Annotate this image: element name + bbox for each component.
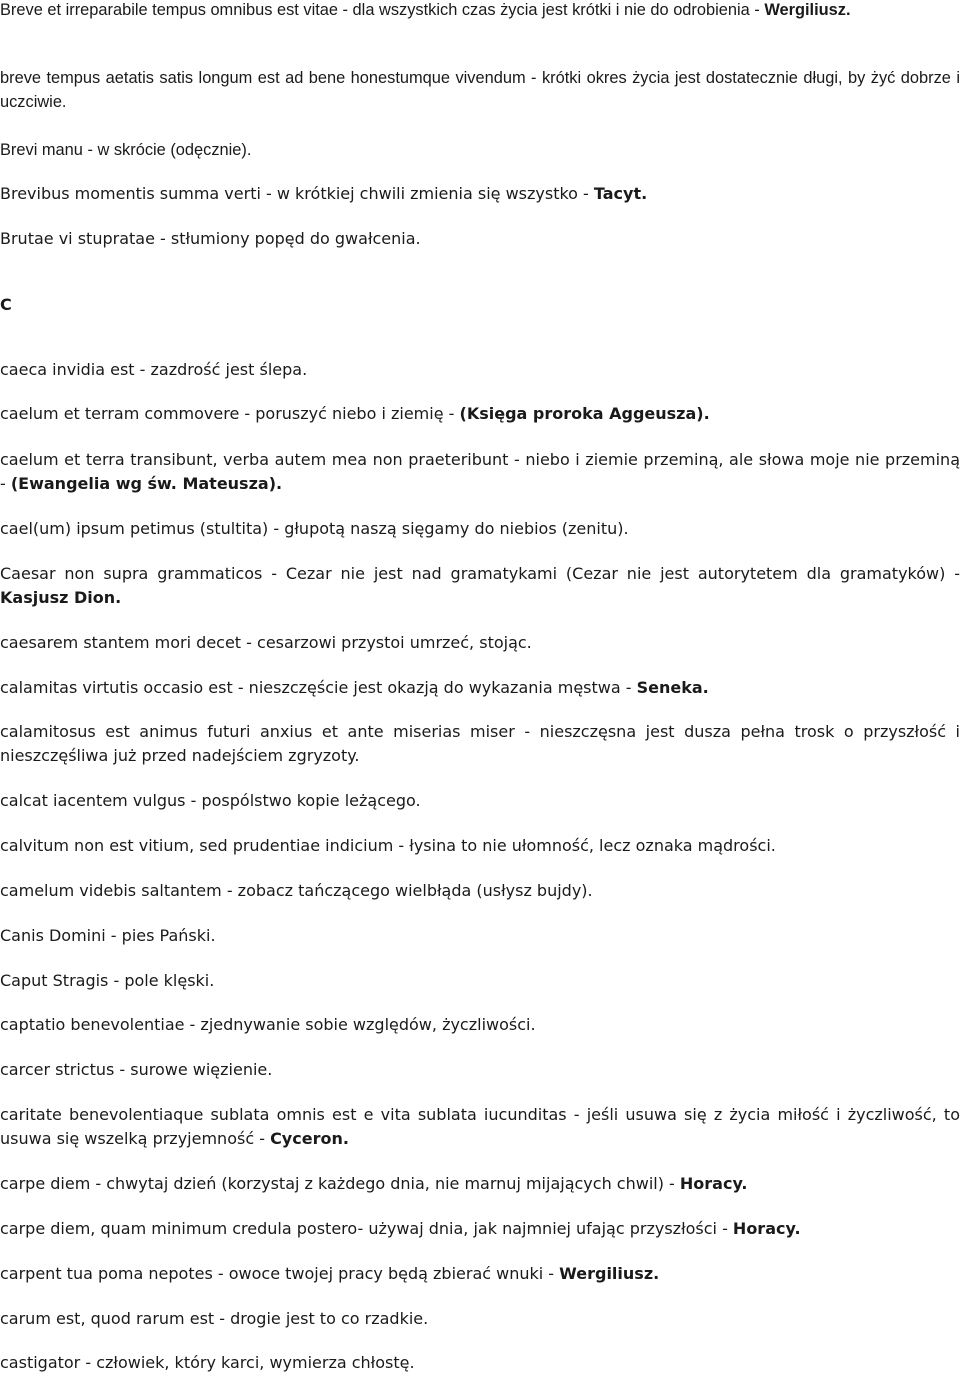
- entry-caesar-non-supra: [0, 562, 960, 610]
- entry-text: calamitosus est animus futuri anxius et ante miserias miser - nieszczęsna jest dusza pełna trosk o przyszłość i nieszczęśliwa już przed nadejściem zgryzoty.: [0, 722, 960, 765]
- entry-author: (Księga proroka Aggeusza).: [459, 404, 710, 423]
- entry-caelum-ipsum: [0, 517, 960, 541]
- entry-author: Wergiliusz.: [764, 1, 851, 19]
- entry-calcat-iacentem: [0, 789, 960, 813]
- entry-text: Brutae vi stupratae - stłumiony popęd do gwałcenia.: [0, 229, 421, 248]
- entry-text: calcat iacentem vulgus - pospólstwo kopie leżącego.: [0, 791, 421, 810]
- entry-text: Breve et irreparabile tempus omnibus est vitae - dla wszystkich czas życia jest krótki i nie do odrobienia -: [0, 1, 765, 19]
- entry-text: caesarem stantem mori decet - cesarzowi przystoi umrzeć, stojąc.: [0, 633, 532, 652]
- entry-author: Seneka.: [636, 678, 709, 697]
- entry-castigator: [0, 1351, 960, 1375]
- entry-carpe-diem: [0, 1172, 960, 1196]
- entry-caput-stragis: [0, 969, 960, 993]
- entry-brevi-manu: [0, 138, 960, 162]
- entry-caelum-et-terra-transibunt: [0, 448, 960, 496]
- entry-calamitas-virtutis: [0, 676, 960, 700]
- entry-camelum-videbis: [0, 879, 960, 903]
- entry-brutae-vi: [0, 227, 960, 251]
- entry-text: calamitas virtutis occasio est - nieszczęście jest okazją do wykazania męstwa -: [0, 678, 637, 697]
- entry-text: breve tempus aetatis satis longum est ad bene honestumque vivendum - krótki okres życia jest dostatecznie długi, by żyć dobrze i uczciwie.: [0, 69, 960, 111]
- entry-text: camelum videbis saltantem - zobacz tańczącego wielbłąda (usłysz bujdy).: [0, 881, 593, 900]
- entry-author: (Ewangelia wg św. Mateusza).: [10, 474, 283, 493]
- entry-author: Horacy.: [732, 1219, 801, 1238]
- entry-text: carpent tua poma nepotes - owoce twojej pracy będą zbierać wnuki -: [0, 1264, 560, 1283]
- entry-text: Brevi manu - w skrócie (odęcznie).: [0, 141, 252, 159]
- entry-text: Caesar non supra grammaticos - Cezar nie jest nad gramatykami (Cezar nie jest autorytetem dla gramatyków) -: [0, 564, 960, 583]
- entry-author: Kasjusz Dion.: [0, 588, 122, 607]
- entry-text: carum est, quod rarum est - drogie jest to co rzadkie.: [0, 1309, 429, 1328]
- entry-text: caritate benevolentiaque sublata omnis est e vita sublata iucunditas - jeśli usuwa się z życia miłość i życzliwość, to usuwa się wszelką przyjemność -: [0, 1105, 960, 1148]
- entry-author: Tacyt.: [593, 184, 648, 203]
- entry-text: Brevibus momentis summa verti - w krótkiej chwili zmienia się wszystko -: [0, 184, 594, 203]
- entry-caelum-et-terram: [0, 402, 960, 426]
- entry-text: carpe diem - chwytaj dzień (korzystaj z każdego dnia, nie marnuj mijających chwil) -: [0, 1174, 680, 1193]
- entry-caritate-benevolentiaque: [0, 1103, 960, 1151]
- entry-author: Horacy.: [679, 1174, 748, 1193]
- entry-carpe-diem-quam-minimum: [0, 1217, 960, 1241]
- entry-text: caeca invidia est - zazdrość jest ślepa.: [0, 360, 308, 379]
- entry-caesarem-stantem: [0, 631, 960, 655]
- entry-caeca-invidia: [0, 358, 960, 382]
- entry-text: calvitum non est vitium, sed prudentiae indicium - łysina to nie ułomność, lecz oznaka mądrości.: [0, 836, 776, 855]
- entry-text: captatio benevolentiae - zjednywanie sobie względów, życzliwości.: [0, 1015, 536, 1034]
- entry-author: Wergiliusz.: [559, 1264, 660, 1283]
- entry-author: Cyceron.: [270, 1129, 349, 1148]
- entry-brevibus-momentis: [0, 182, 960, 206]
- entry-calvitum-non-est: [0, 834, 960, 858]
- entry-text: caelum et terram commovere - poruszyć niebo i ziemię -: [0, 404, 460, 423]
- entry-text: castigator - człowiek, który karci, wymierza chłostę.: [0, 1353, 415, 1372]
- entry-carum-est: [0, 1307, 960, 1331]
- entry-carpent-tua-poma: [0, 1262, 960, 1286]
- entry-text: carpe diem, quam minimum credula postero- używaj dnia, jak najmniej ufając przyszłości -: [0, 1219, 733, 1238]
- entry-carcer-strictus: [0, 1058, 960, 1082]
- entry-canis-domini: [0, 924, 960, 948]
- entry-calamitosus-est: [0, 720, 960, 768]
- entry-text: caelum et terra transibunt, verba autem mea non praeteribunt - niebo i ziemie przeminą, ale słowa moje nie przeminą -: [0, 450, 960, 493]
- entry-captatio-benevolentiae: [0, 1013, 960, 1037]
- entry-text: Canis Domini - pies Pański.: [0, 926, 216, 945]
- entry-breve-et-irreparabile: [0, 0, 960, 22]
- entry-text: Caput Stragis - pole klęski.: [0, 971, 215, 990]
- entry-text: cael(um) ipsum petimus (stultita) - głupotą naszą sięgamy do niebios (zenitu).: [0, 519, 629, 538]
- entry-breve-tempus: [0, 66, 960, 114]
- section-heading-c: C: [0, 295, 12, 314]
- entry-text: carcer strictus - surowe więzienie.: [0, 1060, 273, 1079]
